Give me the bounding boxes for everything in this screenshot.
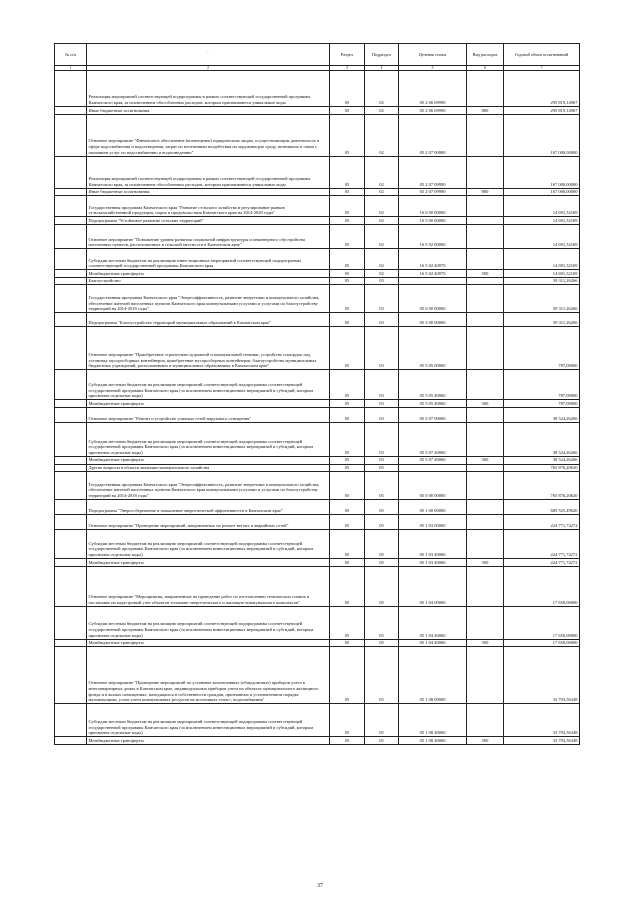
cell-podrazdel: 02 (365, 217, 399, 225)
cell-razdel: 05 (330, 422, 365, 456)
cell-target-article: 05 0 00 00000 (399, 472, 467, 500)
cell-podrazdel: 05 (365, 639, 399, 647)
cell-name: Субсидии местным бюджетам на реализацию инвестиционных мероприятий соответствующей подпрограммы соответствующей государственной программы Камчатского края (87, 249, 330, 270)
cell-target-article: 05 1 08 40060 (399, 737, 467, 745)
cell-podrazdel: 02 (365, 156, 399, 188)
cell-name: Государственная программа Камчатского края "Энергоэффективность, развитие энергетики и коммунального хозяйства, обеспечение жителей населенных пунктов Камчатского края коммунальными услугами и услугами по благоустройству территорий на 2014-2018 годы" (87, 285, 330, 313)
table-row (55, 464, 580, 472)
cell-amount: 14 691,32169 (504, 249, 580, 270)
cell-name: Субсидии местным бюджетам на реализацию мероприятий соответствующей подпрограммы соответствующей государственной программы Камчатского края (за исключением инвестиционных мероприятий и субсидий, которым присвоены отдельные коды) (87, 370, 330, 400)
cell-razdel: 05 (330, 188, 365, 196)
cell-podrazdel: 02 (365, 71, 399, 107)
cell-podrazdel: 03 (365, 277, 399, 285)
cell-podrazdel: 05 (365, 606, 399, 639)
cell-expense-type (467, 313, 504, 327)
cell-name: Государственная программа Камчатского края "Развитие сельского хозяйства и регулирование рынков сельскохозяйственной продукции, сырья и продовольствия Камчатского края на 2014-2020 годы" (87, 196, 330, 217)
cell-podrazdel: 03 (365, 313, 399, 327)
cell-name: Межбюджетные трансферты (87, 400, 330, 408)
cell-target-article: 16 5 02 40070 (399, 270, 467, 278)
cell-expense-type (467, 472, 504, 500)
cell-target-article: 05 1 00 00000 (399, 500, 467, 515)
table-row (55, 327, 580, 370)
cell-num (55, 422, 87, 456)
cell-razdel: 05 (330, 464, 365, 472)
cell-expense-type: 500 (467, 639, 504, 647)
cell-razdel: 05 (330, 327, 365, 370)
cell-amount: 167 000,00000 (504, 156, 580, 188)
cell-amount: 295 819,14967 (504, 71, 580, 107)
cell-name: Иные бюджетные ассигнования (87, 188, 330, 196)
cell-amount: 38 524,26266 (504, 407, 580, 422)
page-number: 37 (317, 883, 323, 889)
budget-table (54, 43, 580, 745)
table-row (55, 606, 580, 639)
table-row (55, 530, 580, 559)
cell-amount: 14 691,32169 (504, 217, 580, 225)
cell-podrazdel: 05 (365, 647, 399, 704)
cell-amount: 39 311,26266 (504, 285, 580, 313)
cell-num (55, 515, 87, 530)
cell-num (55, 464, 87, 472)
cell-podrazdel: 02 (365, 196, 399, 217)
cell-amount: 33 793,56348 (504, 704, 580, 737)
cell-podrazdel: 03 (365, 407, 399, 422)
table-row (55, 313, 580, 327)
table-row (55, 515, 580, 530)
cell-amount: 14 691,32169 (504, 270, 580, 278)
cell-num (55, 530, 87, 559)
cell-name: Основное мероприятие "Финансовое обеспечение (возмещение) юридическим лицам, осуществляющим деятельность в сфере водоснабжения и водоотведения, затрат по негативным воздействия на окружающую среду, возникших в связи с оказанием услуг по водоснабжению и водоотведению" (87, 114, 330, 156)
cell-num (55, 270, 87, 278)
table-row (55, 737, 580, 745)
cell-amount: 787,00000 (504, 327, 580, 370)
cell-amount: 765 876,20620 (504, 472, 580, 500)
cell-target-article: 05 1 08 40060 (399, 704, 467, 737)
cell-podrazdel: 02 (365, 249, 399, 270)
cell-razdel: 05 (330, 277, 365, 285)
cell-name: Государственная программа Камчатского края "Энергоэффективность, развитие энергетики и коммунального хозяйства, обеспечение жителей населенных пунктов Камчатского края коммунальными услугами и услугами по благоустройству территорий на 2014-2018 годы" (87, 472, 330, 500)
cell-expense-type: 500 (467, 456, 504, 464)
cell-razdel: 05 (330, 285, 365, 313)
cell-expense-type (467, 464, 504, 472)
cell-razdel: 05 (330, 647, 365, 704)
table-row (55, 456, 580, 464)
cell-razdel: 05 (330, 107, 365, 115)
cell-podrazdel: 05 (365, 566, 399, 606)
cell-num (55, 114, 87, 156)
cell-expense-type (467, 71, 504, 107)
cell-target-article: 05 1 04 40060 (399, 639, 467, 647)
cell-expense-type (467, 515, 504, 530)
cell-expense-type (467, 114, 504, 156)
cell-name: Межбюджетные трансферты (87, 737, 330, 745)
cell-num (55, 639, 87, 647)
cell-expense-type (467, 217, 504, 225)
table-row (55, 188, 580, 196)
header-target-article: Целевая статья (399, 44, 467, 66)
cell-razdel: 05 (330, 370, 365, 400)
column-number: 1 (55, 66, 87, 71)
cell-target-article: 05 2 06 09990 (399, 107, 467, 115)
cell-amount: 33 793,56348 (504, 647, 580, 704)
cell-razdel: 05 (330, 407, 365, 422)
cell-target-article: 05 3 05 40060 (399, 370, 467, 400)
cell-name: Реализация мероприятий соответствующей подпрограммы в рамках соответствующей государственной программы Камчатского края, за исключением обособленных расходов, которым присваиваются уникальные коды (87, 156, 330, 188)
column-number: 6 (467, 66, 504, 71)
cell-num (55, 196, 87, 217)
cell-num (55, 277, 87, 285)
cell-expense-type: 500 (467, 737, 504, 745)
cell-expense-type: 500 (467, 400, 504, 408)
cell-expense-type (467, 647, 504, 704)
cell-podrazdel: 05 (365, 464, 399, 472)
cell-amount: 38 524,26266 (504, 422, 580, 456)
cell-num (55, 566, 87, 606)
cell-target-article: 05 2 06 09990 (399, 71, 467, 107)
cell-razdel: 05 (330, 500, 365, 515)
cell-razdel: 05 (330, 737, 365, 745)
cell-num (55, 472, 87, 500)
table-row (55, 156, 580, 188)
column-number: 5 (399, 66, 467, 71)
cell-amount: 167 000,00000 (504, 188, 580, 196)
table-row (55, 566, 580, 606)
cell-target-article: 16 5 02 40070 (399, 249, 467, 270)
table-header-row (55, 44, 580, 66)
cell-target-article: 05 1 08 00000 (399, 647, 467, 704)
table-row (55, 217, 580, 225)
cell-num (55, 107, 87, 115)
table-row (55, 370, 580, 400)
cell-amount: 685 525,49620 (504, 500, 580, 515)
table-row (55, 249, 580, 270)
cell-target-article (399, 277, 467, 285)
cell-amount: 33 793,56348 (504, 737, 580, 745)
cell-podrazdel: 03 (365, 456, 399, 464)
cell-target-article: 05 3 05 40060 (399, 400, 467, 408)
cell-amount: 787,00000 (504, 400, 580, 408)
cell-podrazdel: 03 (365, 422, 399, 456)
cell-name: Межбюджетные трансферты (87, 456, 330, 464)
header-razdel: Раздел (330, 44, 365, 66)
cell-expense-type (467, 704, 504, 737)
cell-amount: 14 691,32169 (504, 225, 580, 249)
cell-name: Основное мероприятие "Проведение мероприятий по установке коллективных (общедомовых) приборов учета в многоквартирных домах в Камчатском крае, индивидуальных приборов учета на объектах муниципального жилищного фонда и в жилых помещениях, находящихся в собственности граждан, признанных в установленном порядке малоимущими, узлов учета коммунальных ресурсов на источниках тепло-, водоснабжения" (87, 647, 330, 704)
cell-podrazdel: 05 (365, 559, 399, 567)
table-row (55, 71, 580, 107)
cell-podrazdel: 02 (365, 270, 399, 278)
cell-podrazdel: 03 (365, 327, 399, 370)
cell-name: Другие вопросы в области жилищно-коммунального хозяйства (87, 464, 330, 472)
cell-podrazdel: 02 (365, 225, 399, 249)
cell-name: Межбюджетные трансферты (87, 270, 330, 278)
cell-amount: 224 771,74272 (504, 515, 580, 530)
header-annual-amount: Годовой объем ассигнований (504, 44, 580, 66)
cell-target-article: 05 3 07 40060 (399, 456, 467, 464)
cell-expense-type (467, 196, 504, 217)
cell-podrazdel: 05 (365, 530, 399, 559)
table-row (55, 559, 580, 567)
cell-name: Межбюджетные трансферты (87, 639, 330, 647)
cell-target-article: 05 1 04 40060 (399, 606, 467, 639)
cell-name: Реализация мероприятий соответствующей подпрограммы в рамках соответствующей государственной программы Камчатского края, за исключением обособленных расходов, которым присваиваются уникальные коды (87, 71, 330, 107)
cell-podrazdel: 03 (365, 400, 399, 408)
cell-num (55, 704, 87, 737)
cell-amount: 17 650,00000 (504, 639, 580, 647)
cell-amount: 224 771,74272 (504, 530, 580, 559)
cell-num (55, 647, 87, 704)
cell-name: Подпрограмма "Устойчивое развитие сельских территорий" (87, 217, 330, 225)
cell-amount: 295 819,14967 (504, 107, 580, 115)
cell-podrazdel: 02 (365, 114, 399, 156)
table-row (55, 270, 580, 278)
cell-razdel: 05 (330, 606, 365, 639)
cell-num (55, 370, 87, 400)
cell-target-article: 05 3 00 00000 (399, 313, 467, 327)
cell-expense-type (467, 407, 504, 422)
cell-amount: 224 771,74272 (504, 559, 580, 567)
header-podrazdel: Подраздел (365, 44, 399, 66)
cell-amount: 17 650,00000 (504, 566, 580, 606)
table-row (55, 285, 580, 313)
cell-amount: 17 650,00000 (504, 606, 580, 639)
cell-amount: 765 876,20620 (504, 464, 580, 472)
cell-name: Иные бюджетные ассигнования (87, 107, 330, 115)
header-num: № п/п (55, 44, 87, 66)
cell-razdel: 05 (330, 217, 365, 225)
cell-amount: 38 524,26266 (504, 456, 580, 464)
cell-expense-type (467, 327, 504, 370)
cell-razdel: 05 (330, 559, 365, 567)
cell-expense-type (467, 530, 504, 559)
cell-expense-type (467, 156, 504, 188)
cell-name: Основное мероприятие "Повышение уровня развития социальной инфраструктуры и инженерного обустройства населенных пунктов, расположенных в сельской местности в Камчатском крае" (87, 225, 330, 249)
cell-num (55, 249, 87, 270)
table-row (55, 196, 580, 217)
cell-target-article: 05 3 07 00000 (399, 407, 467, 422)
cell-name: Подпрограмма "Благоустройство территорий муниципальных образований в Камчатском крае" (87, 313, 330, 327)
table-row (55, 639, 580, 647)
cell-num (55, 71, 87, 107)
cell-target-article: 05 2 07 09990 (399, 188, 467, 196)
cell-razdel: 05 (330, 639, 365, 647)
cell-razdel: 05 (330, 515, 365, 530)
cell-name: Основное мероприятие "Приобретение строительно-дорожной и коммунальной техники, устройство площадок под установку мусоросборных контейнеров, приобретение мусоросборных контейнеров, благоустройство муниципальных бюджетных учреждений, расположенных в муниципальных образованиях в Камчатском крае" (87, 327, 330, 370)
cell-razdel: 05 (330, 225, 365, 249)
cell-num (55, 456, 87, 464)
table-row (55, 472, 580, 500)
cell-razdel: 05 (330, 270, 365, 278)
cell-target-article: 05 3 05 00000 (399, 327, 467, 370)
cell-podrazdel: 02 (365, 188, 399, 196)
cell-target-article: 05 1 03 40060 (399, 559, 467, 567)
cell-podrazdel: 05 (365, 472, 399, 500)
header-expense-type: Вид расходов (467, 44, 504, 66)
cell-razdel: 05 (330, 114, 365, 156)
cell-podrazdel: 05 (365, 515, 399, 530)
cell-num (55, 559, 87, 567)
column-number: 4 (365, 66, 399, 71)
cell-expense-type (467, 285, 504, 313)
cell-expense-type (467, 500, 504, 515)
cell-razdel: 05 (330, 400, 365, 408)
cell-name: Субсидии местным бюджетам на реализацию мероприятий соответствующей подпрограммы соответствующей государственной программы Камчатского края (за исключением инвестиционных мероприятий и субсидий, которым присвоены отдельные коды) (87, 530, 330, 559)
cell-target-article: 16 0 00 00000 (399, 196, 467, 217)
header-name: ` (87, 44, 330, 66)
cell-num (55, 400, 87, 408)
cell-amount: 167 000,00000 (504, 114, 580, 156)
cell-podrazdel: 02 (365, 107, 399, 115)
cell-num (55, 225, 87, 249)
cell-expense-type (467, 277, 504, 285)
cell-razdel: 05 (330, 71, 365, 107)
cell-name: Подпрограмма "Энергосбережение и повышение энергетической эффективности в Камчатском крае" (87, 500, 330, 515)
table-row (55, 500, 580, 515)
cell-razdel: 05 (330, 530, 365, 559)
cell-target-article: 05 0 00 00000 (399, 285, 467, 313)
cell-expense-type: 800 (467, 188, 504, 196)
cell-target-article (399, 464, 467, 472)
cell-expense-type: 500 (467, 559, 504, 567)
cell-num (55, 313, 87, 327)
table-row (55, 647, 580, 704)
cell-target-article: 05 1 03 00000 (399, 515, 467, 530)
table-row (55, 400, 580, 408)
cell-amount: 14 691,32169 (504, 196, 580, 217)
cell-name: Основное мероприятие "Мероприятия, направленные на проведение работ по изготовлению технических планов и постановке на кадастровый учет объектов топливно-энергетического и жилищно-коммунального комплексов" (87, 566, 330, 606)
cell-amount: 39 311,26266 (504, 313, 580, 327)
cell-podrazdel: 03 (365, 370, 399, 400)
cell-podrazdel: 05 (365, 737, 399, 745)
cell-name: Субсидии местным бюджетам на реализацию мероприятий соответствующей подпрограммы соответствующей государственной программы Камчатского края (за исключением инвестиционных мероприятий и субсидий, которым присвоены отдельные коды) (87, 606, 330, 639)
cell-target-article: 05 1 03 40060 (399, 530, 467, 559)
cell-expense-type (467, 422, 504, 456)
cell-num (55, 606, 87, 639)
table-body (55, 71, 580, 745)
cell-amount: 787,00000 (504, 370, 580, 400)
cell-expense-type (467, 370, 504, 400)
cell-podrazdel: 03 (365, 285, 399, 313)
cell-name: Субсидии местным бюджетам на реализацию мероприятий соответствующей подпрограммы соответствующей государственной программы Камчатского края (за исключением инвестиционных мероприятий и субсидий, которым присвоены отдельные коды) (87, 704, 330, 737)
cell-target-article: 05 2 07 00000 (399, 114, 467, 156)
cell-expense-type (467, 566, 504, 606)
cell-razdel: 05 (330, 704, 365, 737)
cell-target-article: 05 2 07 09990 (399, 156, 467, 188)
cell-name: Основное мероприятие "Ремонт и устройство уличных сетей наружного освещения" (87, 407, 330, 422)
cell-podrazdel: 05 (365, 500, 399, 515)
cell-podrazdel: 05 (365, 704, 399, 737)
cell-num (55, 156, 87, 188)
cell-num (55, 500, 87, 515)
cell-target-article: 16 5 02 00000 (399, 225, 467, 249)
table-row (55, 114, 580, 156)
cell-num (55, 737, 87, 745)
column-number: 2 (87, 66, 330, 71)
cell-razdel: 05 (330, 472, 365, 500)
cell-razdel: 05 (330, 566, 365, 606)
column-number: 3 (330, 66, 365, 71)
table-row (55, 704, 580, 737)
cell-expense-type (467, 606, 504, 639)
cell-name: Межбюджетные трансферты (87, 559, 330, 567)
table-row (55, 407, 580, 422)
cell-name: Основное мероприятие "Проведение мероприятий, направленных на ремонт ветхих и аварийных сетей" (87, 515, 330, 530)
table-row (55, 277, 580, 285)
cell-expense-type (467, 249, 504, 270)
cell-expense-type: 800 (467, 107, 504, 115)
cell-target-article: 16 5 00 00000 (399, 217, 467, 225)
table-row (55, 422, 580, 456)
column-number: 7 (504, 66, 580, 71)
cell-razdel: 05 (330, 313, 365, 327)
table-row (55, 225, 580, 249)
cell-razdel: 05 (330, 196, 365, 217)
cell-num (55, 188, 87, 196)
cell-expense-type: 500 (467, 270, 504, 278)
cell-razdel: 05 (330, 456, 365, 464)
cell-amount: 39 311,26266 (504, 277, 580, 285)
cell-num (55, 407, 87, 422)
table-row (55, 107, 580, 115)
cell-target-article: 05 3 07 40060 (399, 422, 467, 456)
cell-razdel: 05 (330, 249, 365, 270)
cell-razdel: 05 (330, 156, 365, 188)
cell-expense-type (467, 225, 504, 249)
cell-num (55, 285, 87, 313)
cell-target-article: 05 1 04 00000 (399, 566, 467, 606)
cell-num (55, 327, 87, 370)
cell-num (55, 217, 87, 225)
cell-name: Субсидии местным бюджетам на реализацию мероприятий соответствующей подпрограммы соответствующей государственной программы Камчатского края (за исключением инвестиционных мероприятий и субсидий, которым присвоены отдельные коды) (87, 422, 330, 456)
cell-name: Благоустройство (87, 277, 330, 285)
